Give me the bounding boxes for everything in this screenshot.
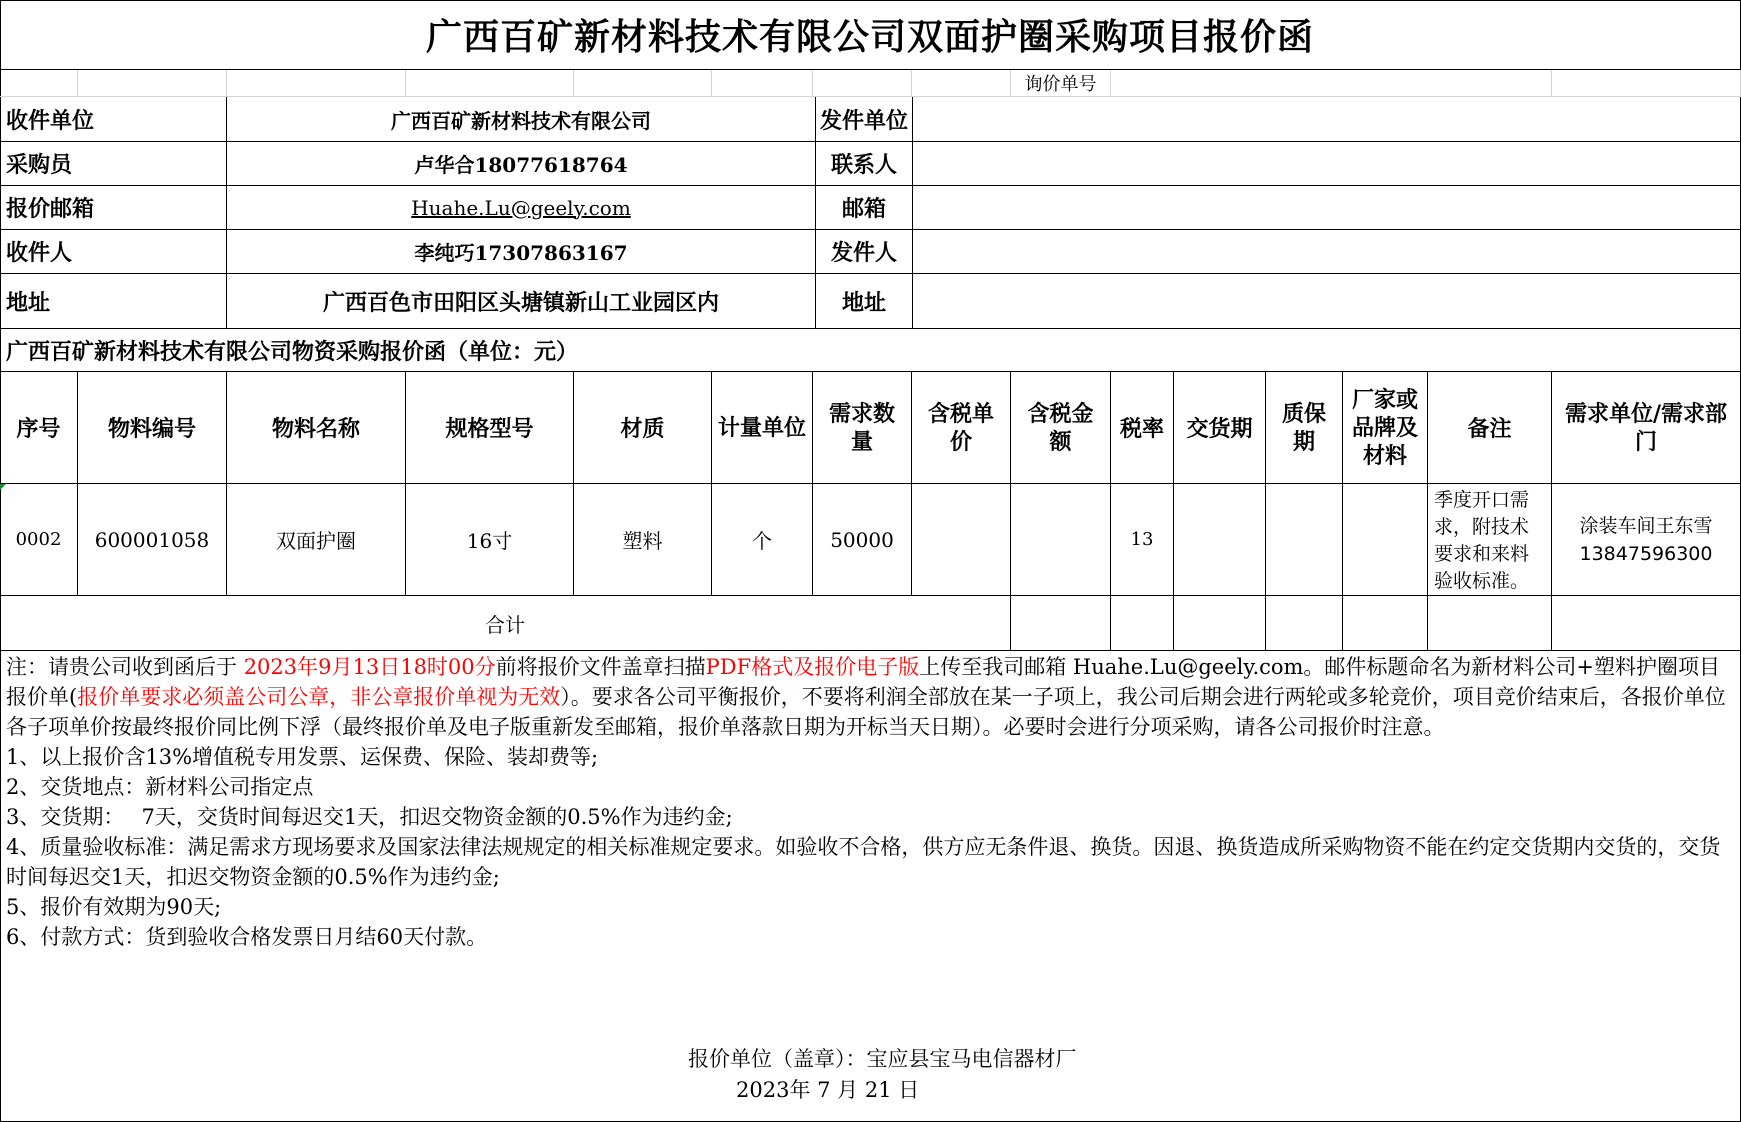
row-amount[interactable] bbox=[1011, 484, 1111, 596]
note-item-1: 1、以上报价含13%增值税专用发票、运保费、保险、装却费等; bbox=[6, 745, 599, 769]
grid-cell bbox=[227, 70, 406, 97]
email-cell bbox=[227, 186, 816, 230]
inquiry-number-field[interactable] bbox=[1111, 70, 1552, 97]
address2-label: 地址 bbox=[816, 274, 913, 329]
mailbox-field[interactable] bbox=[913, 186, 1741, 230]
row-code: 600001058 bbox=[78, 484, 227, 596]
contact-field[interactable] bbox=[913, 142, 1741, 186]
total-cell bbox=[1266, 596, 1343, 651]
header-brand: 厂家或品牌及材料 bbox=[1343, 372, 1428, 484]
grid-cell bbox=[912, 70, 1011, 97]
row-remark: 季度开口需求，附技术要求和来料验收标准。 bbox=[1428, 484, 1552, 596]
grid-cell bbox=[0, 70, 78, 97]
row-delivery[interactable] bbox=[1174, 484, 1266, 596]
section-title: 广西百矿新材料技术有限公司物资采购报价函（单位：元） bbox=[0, 329, 1741, 372]
note-item-3: 3、交货期： 7天，交货时间每迟交1天，扣迟交物资金额的0.5%作为违约金; bbox=[6, 805, 733, 829]
header-material: 材质 bbox=[574, 372, 712, 484]
row-dept-name: 涂装车间王东雪 bbox=[1579, 514, 1713, 537]
email-label: 报价邮箱 bbox=[0, 186, 227, 230]
send-unit-field[interactable] bbox=[913, 97, 1741, 142]
email-link[interactable]: Huahe.Lu@geely.com bbox=[411, 195, 631, 220]
row-spec: 16寸 bbox=[406, 484, 574, 596]
header-tax: 税率 bbox=[1111, 372, 1174, 484]
row-dept bbox=[1552, 484, 1741, 596]
page-title: 广西百矿新材料技术有限公司双面护圈采购项目报价函 bbox=[0, 0, 1741, 70]
grid-cell bbox=[574, 70, 712, 97]
total-amount[interactable] bbox=[1011, 596, 1111, 651]
row-name: 双面护圈 bbox=[227, 484, 406, 596]
total-cell bbox=[1343, 596, 1428, 651]
receiver-value: 李纯巧17307863167 bbox=[227, 230, 816, 274]
address-value: 广西百色市田阳区头塘镇新山工业园区内 bbox=[227, 274, 816, 329]
recv-unit-label: 收件单位 bbox=[0, 97, 227, 142]
notes-block bbox=[6, 652, 1734, 952]
grid-cell bbox=[813, 70, 912, 97]
note-item-2: 2、交货地点：新材料公司指定点 bbox=[6, 775, 314, 799]
header-spec: 规格型号 bbox=[406, 372, 574, 484]
address-label: 地址 bbox=[0, 274, 227, 329]
inquiry-number-label: 询价单号 bbox=[1011, 70, 1111, 97]
note-warning: 报价单要求必须盖公司公章，非公章报价单视为无效 bbox=[77, 685, 561, 709]
grid-cell bbox=[406, 70, 574, 97]
total-cell bbox=[1428, 596, 1552, 651]
note-item-5: 5、报价有效期为90天; bbox=[6, 895, 222, 919]
mailbox-label: 邮箱 bbox=[816, 186, 913, 230]
header-name: 物料名称 bbox=[227, 372, 406, 484]
header-dept: 需求单位/需求部门 bbox=[1552, 372, 1741, 484]
address2-field[interactable] bbox=[913, 274, 1741, 329]
note-item-4: 4、质量验收标准：满足需求方现场要求及国家法律法规规定的相关标准规定要求。如验收不合格，供方应无条件退、换货。因退、换货造成所采购物资不能在约定交货期内交货的，交货时间每迟交1天，扣迟交物资金额的0.5%作为违约金; bbox=[6, 835, 1721, 889]
header-warranty: 质保期 bbox=[1266, 372, 1343, 484]
total-cell bbox=[1552, 596, 1741, 651]
row-tax: 13 bbox=[1111, 484, 1174, 596]
row-warranty[interactable] bbox=[1266, 484, 1343, 596]
row-material: 塑料 bbox=[574, 484, 712, 596]
row-price[interactable] bbox=[912, 484, 1011, 596]
note-intro-text: 前将报价文件盖章扫描 bbox=[495, 655, 706, 679]
buyer-value: 卢华合18077618764 bbox=[227, 142, 816, 186]
header-price: 含税单价 bbox=[912, 372, 1011, 484]
note-intro-text: 注：请贵公司收到函后于 bbox=[6, 655, 244, 679]
header-amount: 含税金额 bbox=[1011, 372, 1111, 484]
header-code: 物料编号 bbox=[78, 372, 227, 484]
total-label: 合计 bbox=[0, 596, 1011, 651]
grid-cell bbox=[1552, 70, 1741, 97]
total-cell bbox=[1174, 596, 1266, 651]
receiver-label: 收件人 bbox=[0, 230, 227, 274]
note-intro bbox=[6, 652, 1734, 742]
row-qty: 50000 bbox=[813, 484, 912, 596]
buyer-label: 采购员 bbox=[0, 142, 227, 186]
row-seq: 0002 bbox=[0, 484, 78, 596]
row-brand[interactable] bbox=[1343, 484, 1428, 596]
contact-label: 联系人 bbox=[816, 142, 913, 186]
row-dept-phone: 13847596300 bbox=[1579, 542, 1713, 565]
grid-cell bbox=[712, 70, 813, 97]
signature-date: 2023年 7 月 21 日 bbox=[736, 1078, 920, 1102]
header-unit: 计量单位 bbox=[712, 372, 813, 484]
signature-unit: 报价单位（盖章）：宝应县宝马电信器材厂 bbox=[688, 1047, 1077, 1071]
header-qty: 需求数量 bbox=[813, 372, 912, 484]
note-deadline: 2023年9月13日18时00分 bbox=[243, 655, 496, 679]
grid-cell bbox=[78, 70, 227, 97]
header-remark: 备注 bbox=[1428, 372, 1552, 484]
sender-label: 发件人 bbox=[816, 230, 913, 274]
recv-unit-value: 广西百矿新材料技术有限公司 bbox=[227, 97, 816, 142]
note-intro-text: ）。要求各公司平衡报价，不要将利润全部放在某一子项上，我公司后期会进行两轮或多轮竞价，项目竞价结束后，各报价单位各子项单价按最终报价同比例下浮（最终报价单及电子版重新发至邮箱，报价单落款日期为开标当天日期）。必要时会进行分项采购，请各公司报价时注意。 bbox=[6, 685, 1726, 739]
header-delivery: 交货期 bbox=[1174, 372, 1266, 484]
total-cell bbox=[1111, 596, 1174, 651]
sender-field[interactable] bbox=[913, 230, 1741, 274]
note-format: PDF格式及报价电子版 bbox=[705, 655, 920, 679]
header-seq: 序号 bbox=[0, 372, 78, 484]
send-unit-label: 发件单位 bbox=[816, 97, 913, 142]
note-item-6: 6、付款方式：货到验收合格发票日月结60天付款。 bbox=[6, 925, 488, 949]
row-unit: 个 bbox=[712, 484, 813, 596]
note-intro-text: 上传至我司邮箱 Huahe.Lu@geely.com。邮件标题命名为新材料公司+塑料护圈项目报价单( bbox=[6, 655, 1721, 709]
